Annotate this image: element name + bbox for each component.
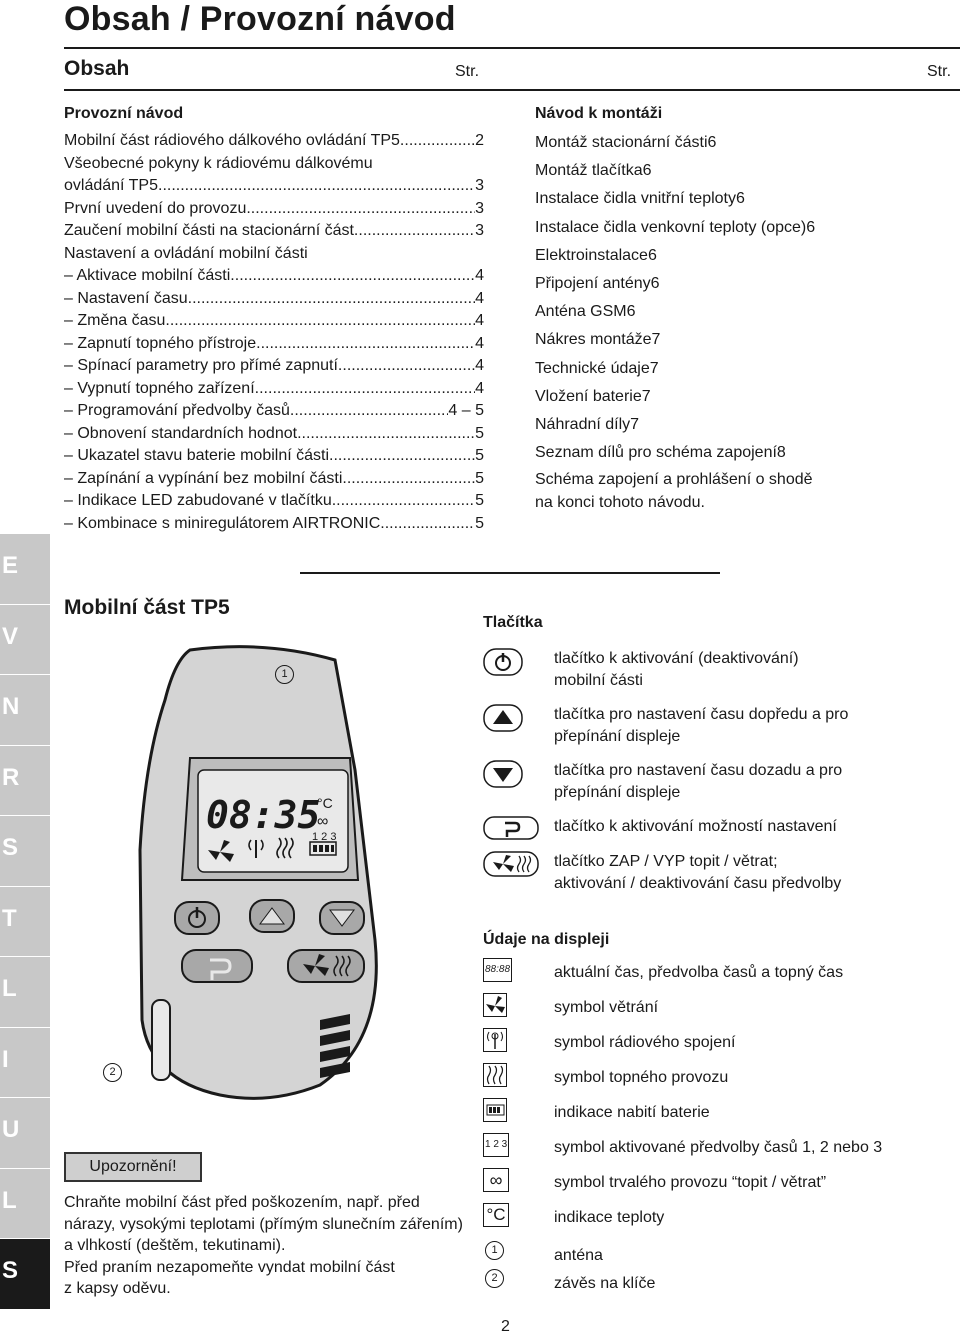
battery-icon xyxy=(483,1098,507,1127)
buttons-heading: Tlačítka xyxy=(483,614,543,631)
legend-line-2: přepínání displeje xyxy=(554,783,681,801)
toc-item-page: 5 xyxy=(475,514,484,532)
contents-rule xyxy=(64,89,960,91)
toc-item xyxy=(64,468,484,491)
toc-dots xyxy=(297,423,475,446)
warning-line: z kapsy oděvu. xyxy=(64,1280,171,1297)
tail-line-1: Schéma zapojení a prohlášení o shodě xyxy=(535,471,813,488)
toc-right-tail xyxy=(535,469,813,514)
toc-item-text: – Indikace LED zabudované v tlačítku xyxy=(64,492,332,509)
toc-item-text: První uvedení do provozu xyxy=(64,199,247,217)
page-number: 2 xyxy=(501,1318,510,1335)
legend-line-1: tlačítko ZAP / VYP topit / větrat; xyxy=(554,853,778,870)
toc-item-page: 4 xyxy=(475,289,484,307)
fan-icon xyxy=(483,993,507,1022)
toc-item-page: 6 xyxy=(647,246,657,264)
device-illustration xyxy=(120,640,410,1110)
toc-item-page: 6 xyxy=(650,275,660,293)
legend-line-2: přepínání displeje xyxy=(554,727,681,745)
display-legend-heading: Údaje na displeji xyxy=(483,931,610,948)
toc-item xyxy=(535,383,955,411)
circle-2-icon: 2 xyxy=(485,1269,504,1288)
warning-line: Před praním nezapomeňte vyndat mobilní část xyxy=(64,1258,395,1276)
toc-dots xyxy=(188,288,475,311)
toc-dots xyxy=(338,355,475,378)
legend-line-1: tlačítka pro nastavení času dozadu a pro xyxy=(554,762,843,779)
warning-text xyxy=(64,1192,463,1300)
fan-heat-icon xyxy=(483,851,539,882)
button-legend-text xyxy=(554,760,842,803)
display-numbers: 1 2 3 xyxy=(312,831,337,843)
str-label-right: Str. xyxy=(927,63,952,80)
toc-item-text: – Změna času xyxy=(64,312,166,329)
toc-item xyxy=(64,400,484,423)
toc-item-page: 3 xyxy=(475,222,484,239)
toc-item xyxy=(535,326,955,354)
toc-item xyxy=(64,445,484,468)
device-power-button[interactable] xyxy=(175,902,219,934)
device-up-button[interactable] xyxy=(250,900,294,932)
heat-icon xyxy=(483,1063,507,1092)
language-tab[interactable]: S xyxy=(0,1238,50,1309)
toc-dots xyxy=(255,378,475,401)
toc-item xyxy=(64,490,484,513)
toc-item-text: Instalace čidla vnitřní teploty xyxy=(535,190,736,208)
warning-line: nárazy, vysokými teplotami (přímým slunečním zářením) xyxy=(64,1215,463,1233)
toc-right xyxy=(535,129,955,467)
toc-item xyxy=(64,310,484,333)
toc-dots xyxy=(354,220,475,243)
language-sidebar xyxy=(0,533,50,1309)
device-down-button[interactable] xyxy=(320,902,364,934)
contents-heading: Obsah xyxy=(64,57,130,80)
legend-line-1: tlačítka pro nastavení času dopředu a pro xyxy=(554,706,849,723)
toc-item-text: – Spínací parametry pro přímé zapnutí xyxy=(64,357,338,374)
warning-label: Upozornění! xyxy=(64,1152,202,1182)
language-tab[interactable]: T xyxy=(0,886,50,957)
warning-line: Chraňte mobilní část před poškozením, např. před xyxy=(64,1194,420,1211)
toc-item-page: 7 xyxy=(641,387,651,405)
power-icon xyxy=(483,648,523,681)
toc-item-page: 4 xyxy=(475,379,484,397)
toc-item-text: ovládání TP5 xyxy=(64,177,158,194)
toc-item-page: 7 xyxy=(649,359,659,377)
toc-item-text: Montáž tlačítka xyxy=(535,162,643,180)
toc-item-page: 4 – 5 xyxy=(448,402,484,419)
circle-1-icon: 1 xyxy=(485,1241,504,1260)
title-rule xyxy=(64,47,960,49)
toc-item-page: 6 xyxy=(707,134,717,151)
toc-dots xyxy=(246,198,475,221)
display-infinity: ∞ xyxy=(317,813,329,830)
toc-item-text: Seznam dílů pro schéma zapojení xyxy=(535,444,777,462)
toc-item-text: – Vypnutí topného zařízení xyxy=(64,379,255,397)
button-legend-text xyxy=(554,816,837,838)
callout-2-icon: 2 xyxy=(103,1063,122,1082)
toc-item-page: 6 xyxy=(806,218,816,236)
display-legend-text: symbol větrání xyxy=(554,999,659,1016)
toc-item-page: 5 xyxy=(475,424,484,442)
celsius-icon: °C xyxy=(483,1203,509,1227)
toc-dots xyxy=(329,445,475,468)
radio-icon xyxy=(483,1028,507,1057)
toc-item-text: Anténa GSM xyxy=(535,303,627,321)
language-tab[interactable]: E xyxy=(0,533,50,604)
toc-item-page: 3 xyxy=(475,199,484,217)
toc-dots xyxy=(400,130,475,153)
toc-dots xyxy=(380,513,475,536)
legend-line-1: tlačítko k aktivování (deaktivování) xyxy=(554,650,799,667)
button-legend-text xyxy=(554,648,799,691)
toc-item-text: – Programování předvolby časů xyxy=(64,402,290,419)
toc-dots xyxy=(165,310,475,333)
toc-item-text: Mobilní část rádiového dálkového ovládání TP5 xyxy=(64,132,400,149)
device-p-button[interactable] xyxy=(182,950,252,982)
display-legend-text: indikace teploty xyxy=(554,1209,665,1226)
language-tab[interactable]: N xyxy=(0,674,50,745)
toc-item-page: 5 xyxy=(475,492,484,509)
device-heading: Mobilní část TP5 xyxy=(64,596,230,619)
toc-item-text: Připojení antény xyxy=(535,275,651,293)
arrow-up-icon xyxy=(483,704,523,737)
toc-item-text: – Zapínání a vypínání bez mobilní části xyxy=(64,469,343,487)
device-fan-heat-button[interactable] xyxy=(288,950,364,982)
toc-item xyxy=(64,198,484,221)
display-legend-text: indikace nabití baterie xyxy=(554,1104,710,1121)
toc-item-text: Technické údaje xyxy=(535,359,650,377)
language-tab[interactable]: U xyxy=(0,1097,50,1168)
section-operating-manual: Provozní návod xyxy=(64,105,184,122)
toc-item-page: 6 xyxy=(626,303,636,321)
toc-dots xyxy=(158,175,475,198)
toc-item-page: 6 xyxy=(642,162,652,180)
toc-item xyxy=(64,175,484,198)
toc-item-text: – Obnovení standardních hodnot xyxy=(64,424,298,442)
toc-item-text: Náhradní díly xyxy=(535,416,631,434)
language-tab[interactable]: L xyxy=(0,1168,50,1239)
toc-dots xyxy=(230,265,475,288)
toc-item-text: – Zapnutí topného přístroje xyxy=(64,334,257,352)
toc-item-text: – Aktivace mobilní části xyxy=(64,267,231,284)
toc-item-text: Instalace čidla venkovní teploty (opce) xyxy=(535,218,807,236)
123-icon: 1 2 3 xyxy=(483,1133,509,1157)
toc-item xyxy=(535,214,955,242)
separator-line xyxy=(300,572,720,574)
toc-item-text: Montáž stacionární části xyxy=(535,134,708,151)
toc-item xyxy=(64,288,484,311)
toc-item: Nastavení a ovládání mobilní části xyxy=(64,244,308,262)
legend-line-2: mobilní části xyxy=(554,671,643,689)
toc-item-page: 3 xyxy=(475,177,484,194)
toc-item: Všeobecné pokyny k rádiovému dálkovému xyxy=(64,154,373,172)
button-legend-text xyxy=(554,851,841,894)
toc-item-text: – Kombinace s miniregulátorem AIRTRONIC xyxy=(64,514,381,532)
toc-item-text: Nákres montáže xyxy=(535,331,652,349)
toc-item xyxy=(64,513,484,536)
toc-item-page: 5 xyxy=(475,469,484,487)
8888-icon: 88:88 xyxy=(483,958,512,982)
section-installation-manual: Návod k montáži xyxy=(535,105,663,122)
legend-line-2: aktivování / deaktivování času předvolby xyxy=(554,874,842,892)
toc-item xyxy=(64,265,484,288)
toc-left xyxy=(64,130,484,535)
display-legend-text: symbol trvalého provozu “topit / větrat” xyxy=(554,1174,827,1191)
toc-item xyxy=(64,423,484,446)
toc-dots xyxy=(256,333,475,356)
toc-item xyxy=(64,355,484,378)
display-unit: °C xyxy=(317,795,333,811)
toc-dots xyxy=(290,400,449,423)
toc-item-text: Elektroinstalace xyxy=(535,246,648,264)
toc-item-text: – Nastavení času xyxy=(64,289,188,307)
toc-item-page: 5 xyxy=(475,447,484,464)
toc-item xyxy=(535,298,955,326)
language-tab[interactable]: I xyxy=(0,1027,50,1098)
toc-item xyxy=(535,242,955,270)
toc-item xyxy=(535,129,955,157)
display-legend-text: symbol rádiového spojení xyxy=(554,1034,736,1051)
key-loop xyxy=(152,1000,170,1080)
remote-control-svg xyxy=(120,640,410,1110)
page-title: Obsah / Provozní návod xyxy=(64,0,456,38)
toc-item-text: – Ukazatel stavu baterie mobilní části xyxy=(64,447,330,464)
toc-item-page: 4 xyxy=(475,312,484,329)
str-label-left: Str. xyxy=(455,63,480,80)
toc-item-text: Zaučení mobilní části na stacionární část xyxy=(64,222,354,239)
tail-line-2: na konci tohoto návodu. xyxy=(535,493,705,511)
language-tab[interactable]: V xyxy=(0,604,50,675)
toc-item xyxy=(64,130,484,153)
display-legend-text: symbol aktivované předvolby časů 1, 2 nebo 3 xyxy=(554,1139,883,1156)
toc-item-page: 7 xyxy=(651,331,661,349)
p-icon xyxy=(483,816,539,845)
display-time: 08:35 xyxy=(206,793,321,837)
display-legend-text: závěs na klíče xyxy=(554,1275,656,1292)
display-legend-text: anténa xyxy=(554,1247,603,1264)
legend-line-1: tlačítko k aktivování možností nastavení xyxy=(554,818,837,835)
arrow-down-icon xyxy=(483,760,523,793)
button-legend-text xyxy=(554,704,848,747)
toc-item-page: 2 xyxy=(475,132,484,149)
language-tab[interactable]: S xyxy=(0,815,50,886)
toc-item xyxy=(535,185,955,213)
language-tab[interactable]: R xyxy=(0,745,50,816)
toc-item xyxy=(535,270,955,298)
toc-item-page: 8 xyxy=(776,444,786,462)
display-legend-text: symbol topného provozu xyxy=(554,1069,729,1086)
toc-item xyxy=(64,378,484,401)
warning-line: a vlhkostí (deštěm, tekutinami). xyxy=(64,1237,286,1254)
toc-item xyxy=(535,411,955,439)
toc-item-page: 4 xyxy=(475,267,484,284)
toc-item xyxy=(64,220,484,243)
toc-item-page: 4 xyxy=(475,334,484,352)
toc-item xyxy=(535,439,955,467)
infinity-icon: ∞ xyxy=(483,1168,509,1192)
language-tab[interactable]: L xyxy=(0,956,50,1027)
toc-dots xyxy=(332,490,475,513)
toc-item-text: Vložení baterie xyxy=(535,387,642,405)
callout-1-icon: 1 xyxy=(275,665,294,684)
toc-item xyxy=(64,333,484,356)
toc-item xyxy=(535,157,955,185)
toc-item-page: 4 xyxy=(475,357,484,374)
toc-item-page: 7 xyxy=(630,416,640,434)
display-legend-text: aktuální čas, předvolba časů a topný čas xyxy=(554,964,844,981)
toc-item xyxy=(535,355,955,383)
toc-item-page: 6 xyxy=(736,190,745,208)
toc-dots xyxy=(342,468,475,491)
